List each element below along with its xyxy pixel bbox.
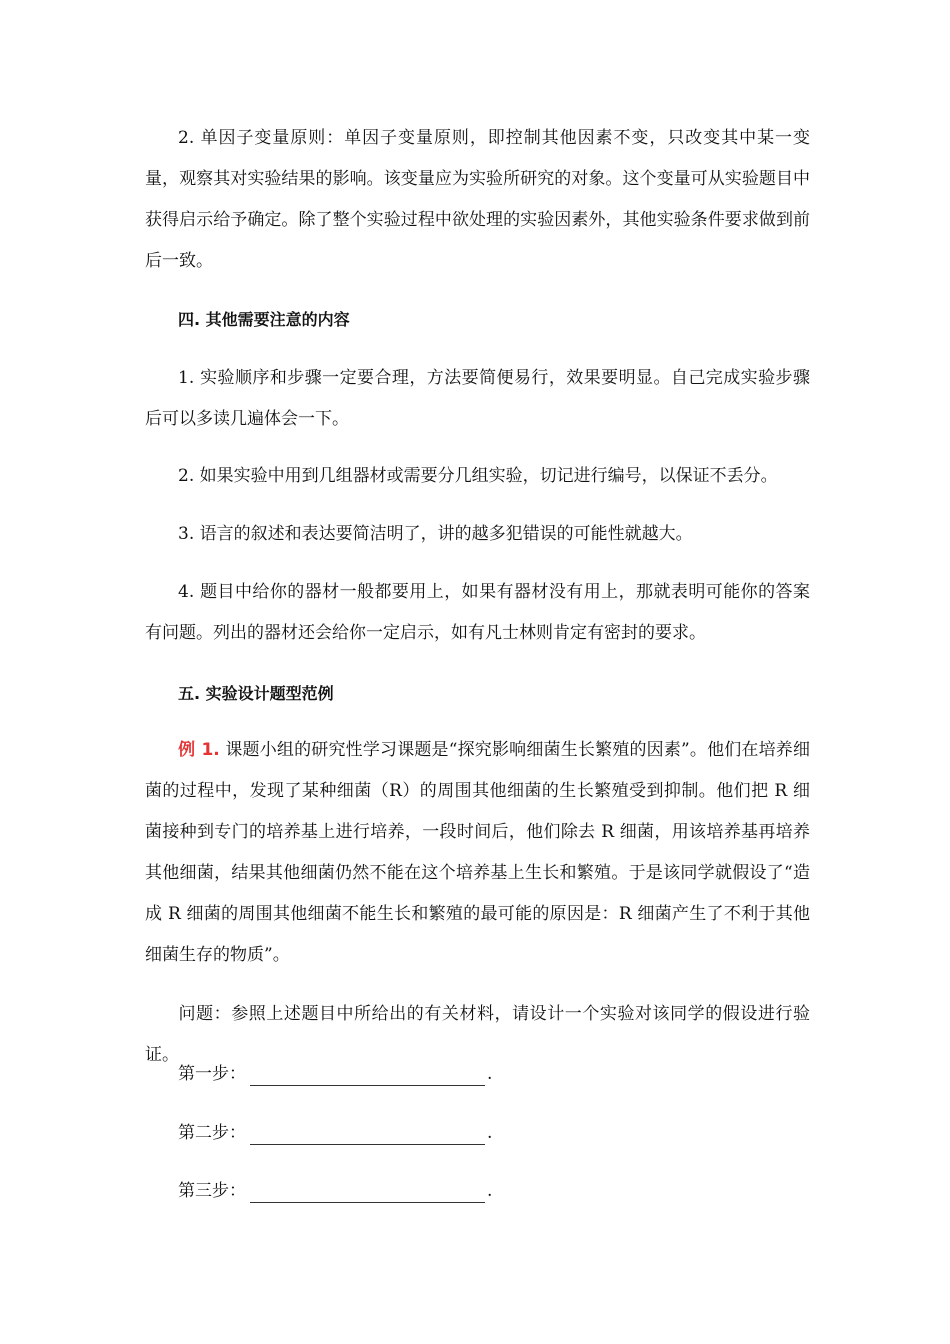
example-1-paragraph xyxy=(145,730,810,976)
note-item-3 xyxy=(145,514,810,555)
paragraph-text: 2. 单因子变量原则：单因子变量原则，即控制其他因素不变，只改变其中某一变量，观察其对实验结果的影响。该变量应为实验所研究的对象。这个变量可从实验题目中获得启示给予确定。除了整个实验过程中欲处理的实验因素外，其他实验条件要求做到前后一致。 xyxy=(145,128,810,271)
note-item-4 xyxy=(145,572,810,654)
answer-blank-step-1[interactable] xyxy=(250,1067,485,1086)
step-3-row xyxy=(178,1179,492,1203)
paragraph-single-factor-principle xyxy=(145,118,810,282)
note-item-text: 1. 实验顺序和步骤一定要合理，方法要简便易行，效果要明显。自己完成实验步骤后可以多读几遍体会一下。 xyxy=(145,368,810,429)
step-2-row xyxy=(178,1121,492,1145)
note-item-text: 4. 题目中给你的器材一般都要用上，如果有器材没有用上，那就表明可能你的答案有问题。列出的器材还会给你一定启示，如有凡士林则肯定有密封的要求。 xyxy=(145,582,810,643)
section-heading-4: 四. 其他需要注意的内容 xyxy=(178,310,350,329)
question-text: 问题：参照上述题目中所给出的有关材料，请设计一个实验对该同学的假设进行验证。 xyxy=(145,1004,810,1065)
step-label: 第三步： xyxy=(178,1181,246,1201)
section-heading-5: 五. 实验设计题型范例 xyxy=(178,684,334,703)
answer-blank-step-2[interactable] xyxy=(250,1126,485,1145)
step-label: 第一步： xyxy=(178,1064,246,1084)
example-label: 例 1. xyxy=(178,740,220,760)
step-end: . xyxy=(487,1181,493,1201)
note-item-text: 2. 如果实验中用到几组器材或需要分几组实验，切记进行编号，以保证不丢分。 xyxy=(178,466,778,486)
answer-blank-step-3[interactable] xyxy=(250,1184,485,1203)
note-item-1 xyxy=(145,358,810,440)
step-end: . xyxy=(487,1123,493,1143)
example-text: 课题小组的研究性学习课题是“探究影响细菌生长繁殖的因素”。他们在培养细菌的过程中，发现了某种细菌（R）的周围其他细菌的生长繁殖受到抑制。他们把 R 细菌接种到专门的培养基上进行培养，一段时间后，他们除去 R 细菌，用该培养基再培养其他细菌，结果其他细菌仍然不能在这个培养基上生长和繁殖。于是该同学就假设了“造成 R 细菌的周围其他细菌不能生长和繁殖的最可能的原因是：R 细菌产生了不利于其他细菌生存的物质”。 xyxy=(145,740,810,965)
step-1-row xyxy=(178,1062,492,1086)
note-item-text: 3. 语言的叙述和表达要简洁明了，讲的越多犯错误的可能性就越大。 xyxy=(178,524,693,544)
step-label: 第二步： xyxy=(178,1123,246,1143)
note-item-2 xyxy=(145,456,810,497)
step-end: . xyxy=(487,1064,493,1084)
